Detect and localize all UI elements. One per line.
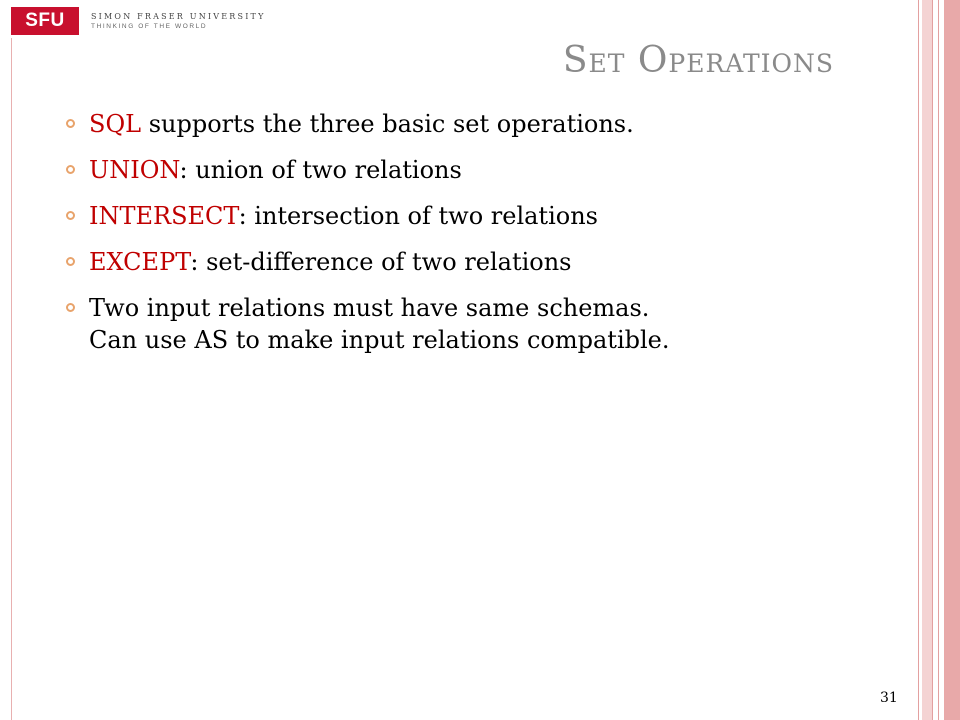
bullet-text: : intersection of two relations xyxy=(238,202,598,230)
page-number: 31 xyxy=(880,690,898,706)
bullet-item xyxy=(66,154,906,186)
bullet-keyword: EXCEPT xyxy=(89,248,191,276)
right-stripe xyxy=(944,0,960,720)
bullet-list xyxy=(66,108,906,370)
bullet-text-line: Two input relations must have same schemas. xyxy=(89,294,650,322)
bullet-item xyxy=(66,246,906,278)
bullet-ring-icon xyxy=(66,303,75,312)
bullet-keyword: UNION xyxy=(89,156,180,184)
bullet-item xyxy=(66,292,906,356)
bullet-text: supports the three basic set operations. xyxy=(141,110,634,138)
bullet-ring-icon xyxy=(66,211,75,220)
bullet-text: : union of two relations xyxy=(179,156,462,184)
left-border-line xyxy=(11,38,12,720)
bullet-text-line: Can use AS to make input relations compatible. xyxy=(89,326,670,354)
right-stripe xyxy=(938,0,939,720)
slide-title: Set Operations xyxy=(562,40,834,81)
logo-badge: SFU xyxy=(11,7,79,35)
bullet-ring-icon xyxy=(66,119,75,128)
bullet-keyword: SQL xyxy=(89,110,142,138)
bullet-ring-icon xyxy=(66,165,75,174)
bullet-text: : set-difference of two relations xyxy=(190,248,572,276)
right-stripe xyxy=(918,0,919,720)
bullet-ring-icon xyxy=(66,257,75,266)
logo-tagline: THINKING OF THE WORLD xyxy=(91,23,208,30)
logo-university-name: SIMON FRASER UNIVERSITY xyxy=(91,12,266,21)
right-stripe xyxy=(922,0,932,720)
logo-text xyxy=(91,11,266,31)
bullet-keyword: INTERSECT xyxy=(89,202,239,230)
bullet-item xyxy=(66,200,906,232)
sfu-logo xyxy=(11,7,266,35)
right-stripe xyxy=(932,0,933,720)
bullet-item xyxy=(66,108,906,140)
